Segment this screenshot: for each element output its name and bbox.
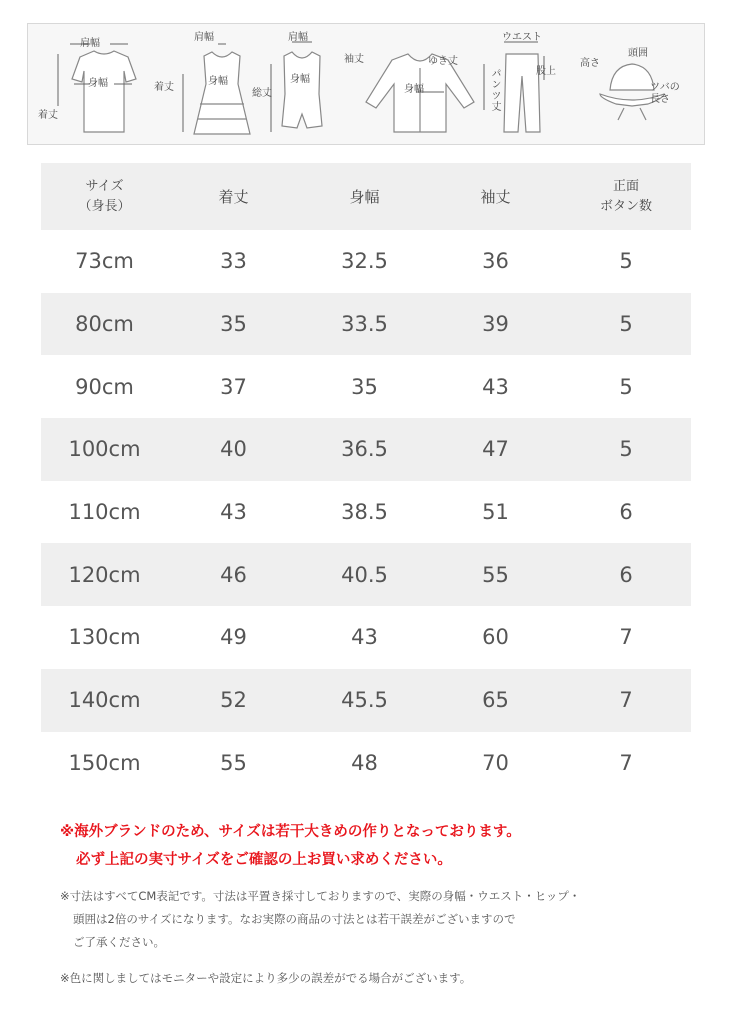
- dress-illustration: [194, 52, 250, 134]
- cell-sleeve: 39: [482, 312, 509, 337]
- cell-size: 90cm: [75, 374, 134, 399]
- cell-sleeve: 60: [482, 625, 509, 650]
- cell-width: 36.5: [341, 437, 388, 462]
- size-table: [41, 163, 691, 794]
- cell-size: 130cm: [68, 625, 141, 650]
- cell-width: 38.5: [341, 500, 388, 525]
- jacket-width-label: 身幅: [404, 84, 424, 95]
- cell-sleeve: 70: [482, 750, 509, 775]
- cell-width: 45.5: [341, 688, 388, 713]
- cell-size: 150cm: [68, 750, 141, 775]
- cell-buttons: 6: [619, 562, 633, 587]
- cell-buttons: 5: [619, 437, 633, 462]
- measurement-note-line3: ご了承ください。: [73, 935, 165, 949]
- cell-buttons: 5: [619, 312, 633, 337]
- cell-buttons: 6: [619, 500, 633, 525]
- color-note: ※色に関しましてはモニターや設定により多少の誤差がでる場合がございます。: [60, 971, 472, 985]
- cell-sleeve: 55: [482, 562, 509, 587]
- waist-label: ウエスト: [502, 32, 542, 43]
- dress-length-label: 着丈: [154, 82, 174, 93]
- cell-buttons: 7: [619, 688, 633, 713]
- brim-length-label: ツバの長さ: [650, 82, 680, 105]
- pants-length-label: パンツ丈: [489, 68, 500, 112]
- height-label: 高さ: [580, 58, 600, 69]
- romper-illustration: [282, 52, 322, 128]
- table-row: [41, 481, 691, 544]
- header-size-label: サイズ: [85, 178, 124, 194]
- total-length-label: 総丈: [252, 88, 272, 99]
- length-label: 着丈: [38, 110, 58, 121]
- measurement-diagram: [27, 23, 705, 145]
- cell-width: 43: [351, 625, 378, 650]
- cell-width: 35: [351, 374, 378, 399]
- table-row: [41, 606, 691, 669]
- cell-size: 140cm: [68, 688, 141, 713]
- cell-length: 46: [220, 562, 247, 587]
- cell-length: 33: [220, 249, 247, 274]
- cell-size: 100cm: [68, 437, 141, 462]
- cell-width: 33.5: [341, 312, 388, 337]
- cell-sleeve: 51: [482, 500, 509, 525]
- header-buttons-line1: 正面: [612, 178, 639, 194]
- table-header: [41, 163, 691, 230]
- romper-shoulder-label: 肩幅: [288, 32, 308, 43]
- header-length: 着丈: [218, 188, 249, 206]
- cell-sleeve: 47: [482, 437, 509, 462]
- cell-length: 35: [220, 312, 247, 337]
- measurement-note-line2: 頭囲は2倍のサイズになります。なお実際の商品の寸法とは若干誤差がございますので: [73, 912, 516, 926]
- romper-width-label: 身幅: [290, 74, 310, 85]
- cell-size: 80cm: [75, 312, 134, 337]
- cell-length: 37: [220, 374, 247, 399]
- cell-size: 110cm: [68, 500, 141, 525]
- yuki-label: ゆき丈: [428, 56, 458, 67]
- body-width-label: 身幅: [88, 78, 108, 89]
- tshirt-illustration: [72, 51, 136, 132]
- cell-length: 43: [220, 500, 247, 525]
- measurement-note-line1: ※寸法はすべてCM表記です。寸法は平置き採寸しておりますので、実際の身幅・ウエスト・ヒップ・: [60, 889, 581, 903]
- sleeve-label: 袖丈: [344, 54, 364, 65]
- cell-width: 32.5: [341, 249, 388, 274]
- dress-width-label: 身幅: [208, 76, 228, 87]
- cell-sleeve: 65: [482, 688, 509, 713]
- cell-size: 120cm: [68, 562, 141, 587]
- header-size: [41, 177, 168, 217]
- head-circumference-label: 頭囲: [628, 48, 648, 59]
- header-buttons: [561, 177, 691, 217]
- size-warning-line1: ※海外ブランドのため、サイズは若干大きめの作りとなっております。: [60, 824, 521, 840]
- table-row: [41, 669, 691, 732]
- cell-length: 52: [220, 688, 247, 713]
- cell-buttons: 7: [619, 625, 633, 650]
- cell-length: 49: [220, 625, 247, 650]
- cell-width: 40.5: [341, 562, 388, 587]
- table-row: [41, 230, 691, 293]
- cell-length: 40: [220, 437, 247, 462]
- table-row: [41, 355, 691, 418]
- cell-buttons: 5: [619, 249, 633, 274]
- header-sleeve: 袖丈: [480, 188, 511, 206]
- garment-illustrations: [28, 24, 706, 146]
- table-row: [41, 293, 691, 356]
- size-warning-line2: 必ず上記の実寸サイズをご確認の上お買い求めください。: [76, 852, 452, 868]
- header-buttons-line2: ボタン数: [599, 198, 652, 214]
- cell-length: 55: [220, 750, 247, 775]
- rise-label: 股上: [536, 66, 556, 77]
- cell-sleeve: 43: [482, 374, 509, 399]
- cell-buttons: 5: [619, 374, 633, 399]
- table-row: [41, 543, 691, 606]
- hat-illustration: [610, 64, 654, 90]
- table-row: [41, 418, 691, 481]
- cell-sleeve: 36: [482, 249, 509, 274]
- cell-size: 73cm: [75, 249, 134, 274]
- header-size-sub: （身長）: [78, 198, 131, 214]
- dress-shoulder-label: 肩幅: [194, 32, 214, 43]
- header-width: 身幅: [349, 188, 380, 206]
- shoulder-label: 肩幅: [80, 38, 100, 49]
- pants-illustration: [504, 54, 540, 132]
- cell-buttons: 7: [619, 750, 633, 775]
- cell-width: 48: [351, 750, 378, 775]
- table-row: [41, 732, 691, 795]
